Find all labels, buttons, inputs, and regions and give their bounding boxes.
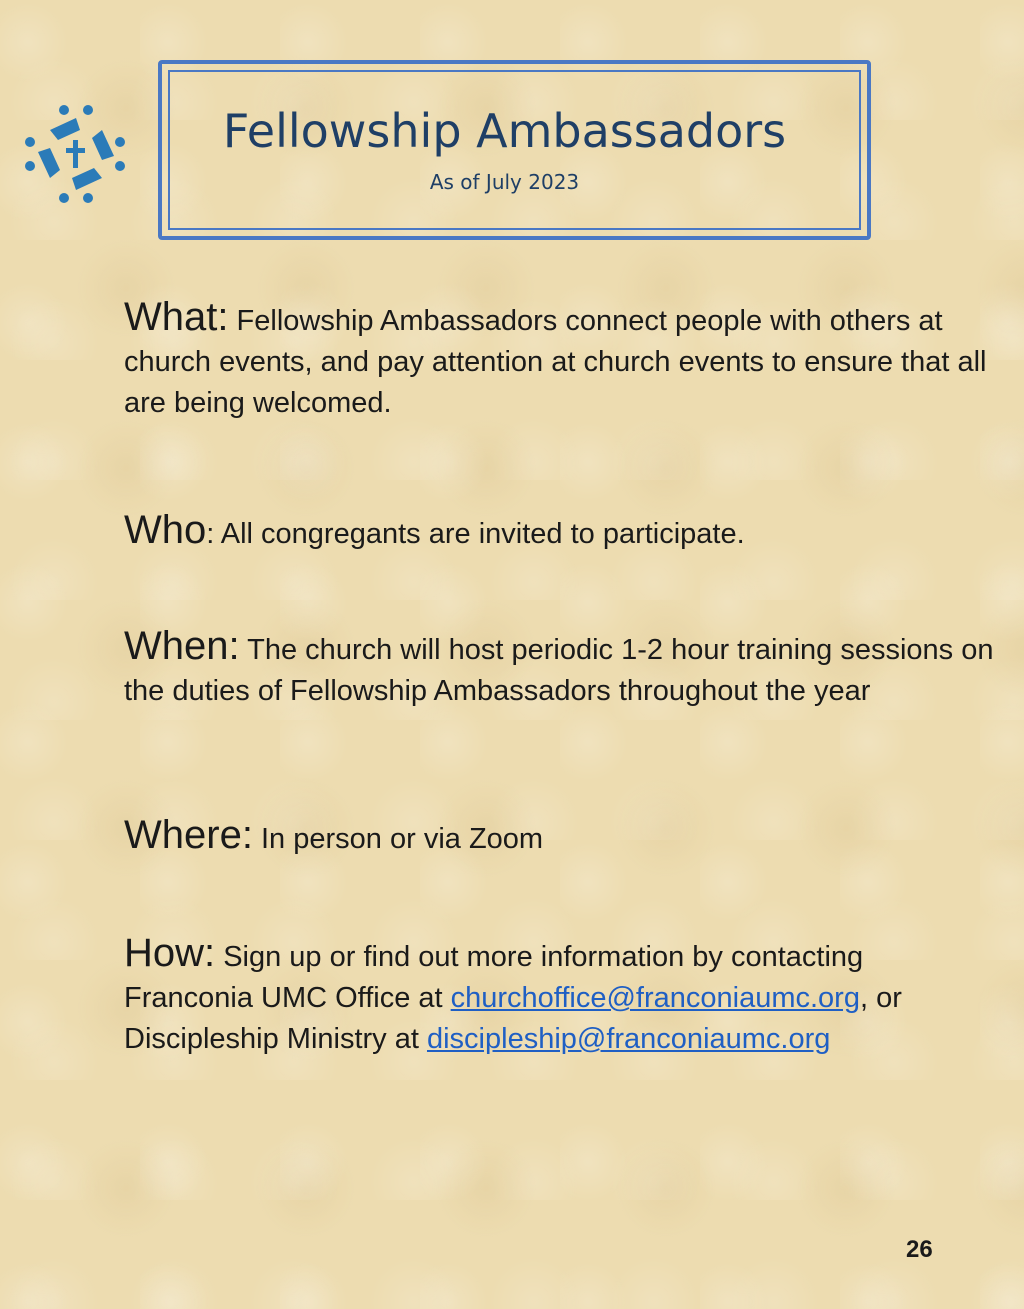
discipleship-email-link[interactable]: discipleship@franconiaumc.org <box>426 1023 831 1055</box>
churchoffice-email-link[interactable]: churchoffice@franconiaumc.org <box>450 982 860 1014</box>
page-number: 26 <box>906 1236 933 1263</box>
section-what <box>124 297 994 424</box>
who-text: : All congregants are invited to participate. <box>206 518 745 550</box>
page-subtitle: As of July 2023 <box>429 170 580 194</box>
section-who <box>124 510 994 555</box>
how-text-1: Sign up or find out more information by contacting Franconia UMC Office at <box>124 941 864 1014</box>
how-comma: , <box>859 982 869 1014</box>
title-box <box>158 60 871 240</box>
who-label: Who <box>124 508 207 552</box>
what-text: Fellowship Ambassadors connect people with others at church events, and pay attention at church events to ensure that all are being welcomed. <box>124 305 987 419</box>
when-text: The church will host periodic 1-2 hour training sessions on the duties of Fellowship Ambassadors throughout the year <box>124 634 994 707</box>
how-text-2: or Discipleship Ministry at <box>124 982 902 1055</box>
page-title: Fellowship Ambassadors <box>222 104 787 158</box>
church-community-icon <box>20 100 132 208</box>
where-text: In person or via Zoom <box>261 823 544 855</box>
where-label: Where: <box>124 813 253 857</box>
section-how <box>124 933 994 1060</box>
what-label: What: <box>124 295 229 339</box>
section-when <box>124 626 994 712</box>
how-label: How: <box>124 931 216 975</box>
section-where <box>124 815 994 860</box>
when-label: When: <box>124 624 240 668</box>
